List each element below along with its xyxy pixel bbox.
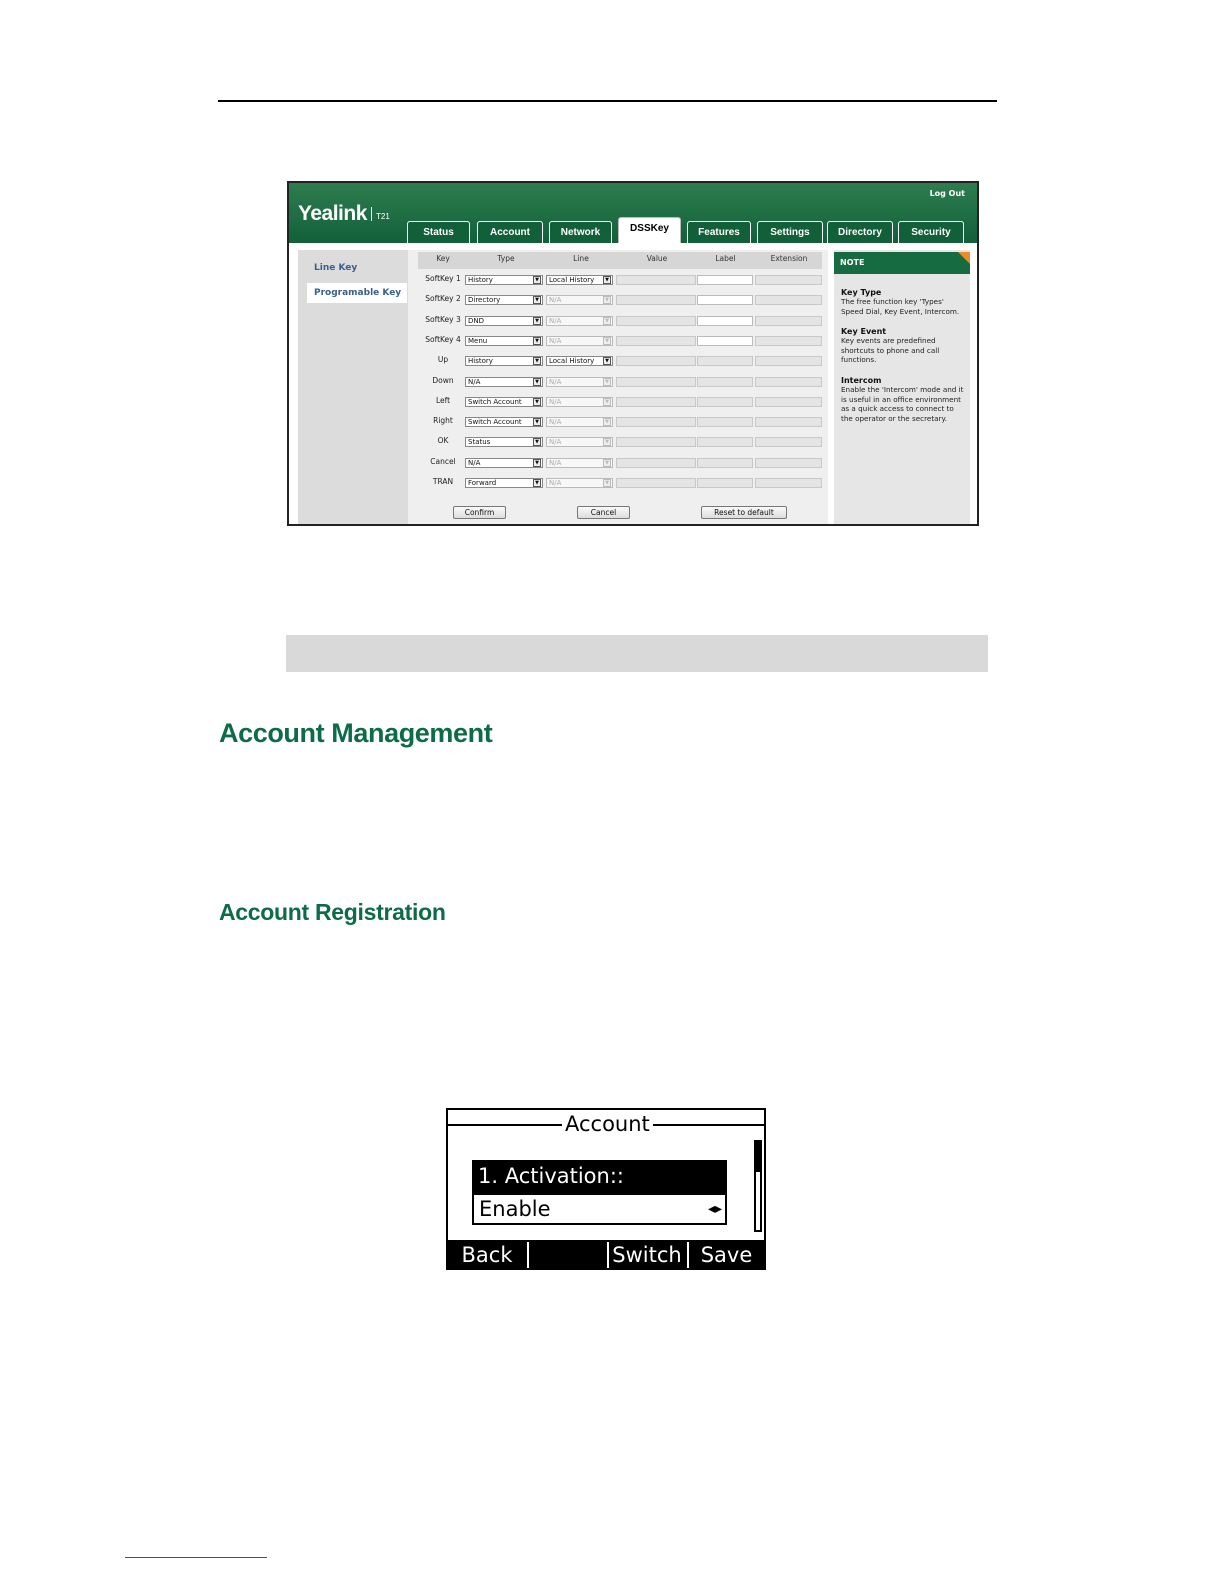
col-header-label: Label [715, 254, 736, 263]
note-bar [286, 635, 988, 672]
line-select[interactable] [546, 316, 613, 326]
chevron-down-icon: ▼ [533, 337, 541, 345]
extension-field[interactable] [755, 417, 822, 427]
col-header-type: Type [497, 254, 515, 263]
label-field[interactable] [697, 356, 753, 366]
type-select-value: History [468, 357, 493, 366]
tab-status[interactable]: Status [407, 221, 470, 243]
web-header [289, 183, 977, 243]
line-select[interactable] [546, 437, 613, 447]
label-field[interactable] [697, 397, 753, 407]
value-field[interactable] [616, 458, 696, 468]
chevron-down-icon: ▼ [603, 317, 611, 325]
sidebar-item-programable-key[interactable]: Programable Key [307, 283, 407, 303]
footnote-rule [125, 1557, 267, 1558]
tab-settings[interactable]: Settings [757, 221, 823, 243]
label-field[interactable] [697, 458, 753, 468]
line-select-value: Local History [549, 357, 595, 366]
logout-link[interactable]: Log Out [929, 189, 965, 198]
cancel-button[interactable]: Cancel [577, 506, 630, 519]
row-key-label: OK [437, 436, 449, 446]
line-select[interactable] [546, 275, 613, 285]
line-select[interactable] [546, 397, 613, 407]
chevron-down-icon: ▼ [603, 479, 611, 487]
chevron-down-icon: ▼ [533, 438, 541, 446]
type-select[interactable] [465, 397, 543, 407]
note-corner-icon [958, 252, 970, 264]
extension-field[interactable] [755, 377, 822, 387]
type-select[interactable] [465, 417, 543, 427]
type-select[interactable] [465, 275, 543, 285]
value-field[interactable] [616, 397, 696, 407]
sidebar [298, 250, 408, 524]
type-select-value: History [468, 276, 493, 284]
note-title-key-event: Key Event [841, 327, 887, 336]
type-select[interactable] [465, 316, 543, 326]
value-field[interactable] [616, 316, 696, 326]
tab-directory[interactable]: Directory [827, 221, 893, 243]
extension-field[interactable] [755, 437, 822, 447]
chevron-down-icon: ▼ [603, 276, 611, 284]
softkey-empty[interactable] [529, 1240, 605, 1270]
chevron-down-icon: ▼ [603, 296, 611, 304]
col-header-value: Value [646, 254, 668, 263]
tab-account[interactable]: Account [477, 221, 543, 243]
tab-security[interactable]: Security [898, 221, 964, 243]
reset-default-button[interactable]: Reset to default [701, 506, 787, 519]
extension-field[interactable] [755, 356, 822, 366]
line-select-value: N/A [549, 479, 562, 487]
chevron-down-icon: ▼ [533, 357, 541, 365]
left-right-arrows-icon: ◂▸ [707, 1201, 722, 1217]
lcd-selected-item[interactable]: 1. Activation:: [472, 1160, 727, 1193]
line-select[interactable] [546, 356, 613, 366]
type-select-value: Switch Account [468, 397, 522, 406]
line-select-value: N/A [549, 438, 562, 447]
line-select[interactable] [546, 458, 613, 468]
col-header-line: Line [573, 254, 589, 263]
line-select-value: N/A [549, 418, 562, 427]
row-key-label: SoftKey 3 [425, 314, 461, 324]
line-select-value: N/A [549, 458, 562, 467]
row-key-label: TRAN [432, 477, 454, 486]
type-select[interactable] [465, 478, 543, 488]
brand-logo: Yealink [298, 202, 367, 225]
brand-separator [371, 207, 372, 221]
line-select-value: N/A [549, 397, 562, 406]
type-select[interactable] [465, 458, 543, 468]
extension-field[interactable] [755, 316, 822, 326]
type-select-value: Status [468, 438, 491, 447]
label-field[interactable] [697, 336, 753, 346]
row-key-label: SoftKey 1 [425, 274, 461, 283]
extension-field[interactable] [755, 295, 822, 305]
section-heading-account-management: Account Management [219, 718, 493, 748]
lcd-value-text: Enable [479, 1197, 551, 1221]
value-field[interactable] [616, 275, 696, 285]
row-key-label: Right [433, 416, 453, 426]
note-text-intercom: Enable the 'Intercom' mode and it is useful in an office environment as a quick access to connect to the operator or the secretary. [841, 385, 964, 423]
web-body [289, 243, 977, 524]
chevron-down-icon: ▼ [533, 276, 541, 284]
sidebar-item-line-key[interactable]: Line Key [314, 263, 358, 273]
type-select-value: Directory [468, 296, 501, 305]
value-field[interactable] [616, 417, 696, 427]
section-heading-account-registration: Account Registration [219, 899, 446, 925]
note-text-key-type: The free function key 'Types' Speed Dial, Key Event, Intercom. [841, 297, 960, 316]
extension-field[interactable] [755, 336, 822, 346]
header-rule [218, 100, 997, 102]
line-select[interactable] [546, 478, 613, 488]
row-key-label: SoftKey 4 [425, 334, 461, 344]
type-select[interactable] [465, 437, 543, 447]
label-field[interactable] [697, 295, 753, 305]
tab-network[interactable]: Network [549, 221, 612, 243]
chevron-down-icon: ▼ [603, 459, 611, 467]
lcd-title: Account [562, 1110, 653, 1138]
label-field[interactable] [697, 316, 753, 326]
chevron-down-icon: ▼ [533, 479, 541, 487]
line-select[interactable] [546, 336, 613, 346]
chevron-down-icon: ▼ [533, 317, 541, 325]
chevron-down-icon: ▼ [533, 378, 541, 386]
line-select[interactable] [546, 295, 613, 305]
col-header-key: Key [436, 254, 450, 263]
tab-dsskey[interactable]: DSSKey [618, 217, 681, 244]
confirm-button[interactable]: Confirm [453, 506, 506, 519]
type-select-value: DND [468, 316, 485, 325]
chevron-down-icon: ▼ [603, 378, 611, 386]
web-ui-screenshot [287, 181, 979, 526]
lcd-scrollbar-track [756, 1172, 760, 1230]
chevron-down-icon: ▼ [533, 398, 541, 406]
type-select[interactable] [465, 356, 543, 366]
extension-field[interactable] [755, 275, 822, 285]
label-field[interactable] [697, 437, 753, 447]
line-select[interactable] [546, 417, 613, 427]
row-key-label: SoftKey 2 [425, 294, 461, 304]
type-select-value: Forward [468, 479, 497, 487]
line-select-value: Local History [549, 276, 595, 284]
note-title-intercom: Intercom [841, 376, 882, 385]
value-field[interactable] [616, 295, 696, 305]
chevron-down-icon: ▼ [603, 418, 611, 426]
type-select-value: Switch Account [468, 418, 522, 427]
chevron-down-icon: ▼ [533, 459, 541, 467]
value-field[interactable] [616, 478, 696, 488]
extension-field[interactable] [755, 397, 822, 407]
lcd-value-field[interactable] [472, 1193, 727, 1225]
row-key-label: Cancel [430, 456, 456, 466]
softkey-back[interactable]: Back [461, 1243, 513, 1267]
brand-model: T21 [376, 212, 390, 221]
value-field[interactable] [616, 356, 696, 366]
phone-lcd-screenshot [446, 1108, 766, 1270]
line-select[interactable] [546, 377, 613, 387]
type-select[interactable] [465, 377, 543, 387]
chevron-down-icon: ▼ [533, 418, 541, 426]
col-header-extension: Extension [770, 254, 808, 263]
line-select-value: N/A [549, 336, 562, 345]
note-panel [834, 250, 970, 524]
row-key-label: Down [432, 375, 454, 385]
value-field[interactable] [616, 437, 696, 447]
line-select-value: N/A [549, 296, 562, 305]
extension-field[interactable] [755, 458, 822, 468]
type-select-value: Menu [468, 336, 488, 345]
note-title-key-type: Key Type [841, 288, 882, 297]
chevron-down-icon: ▼ [603, 438, 611, 446]
softkey-save[interactable]: Save [700, 1243, 753, 1267]
chevron-down-icon: ▼ [533, 296, 541, 304]
type-select-value: N/A [468, 377, 481, 386]
type-select-value: N/A [468, 458, 481, 467]
line-select-value: N/A [549, 316, 562, 325]
softkey-switch[interactable]: Switch [612, 1243, 682, 1267]
label-field[interactable] [697, 275, 753, 285]
note-text-key-event: Key events are predefined shortcuts to phone and call functions. [841, 336, 940, 364]
type-select[interactable] [465, 295, 543, 305]
chevron-down-icon: ▼ [603, 357, 611, 365]
extension-field[interactable] [755, 478, 822, 488]
row-key-label: Up [437, 355, 449, 365]
row-key-label: Left [435, 395, 451, 405]
label-field[interactable] [697, 417, 753, 427]
type-select[interactable] [465, 336, 543, 346]
label-field[interactable] [697, 478, 753, 488]
value-field[interactable] [616, 377, 696, 387]
tab-features[interactable]: Features [687, 221, 751, 243]
line-select-value: N/A [549, 377, 562, 386]
chevron-down-icon: ▼ [603, 398, 611, 406]
value-field[interactable] [616, 336, 696, 346]
note-heading: NOTE [834, 252, 970, 274]
chevron-down-icon: ▼ [603, 337, 611, 345]
label-field[interactable] [697, 377, 753, 387]
